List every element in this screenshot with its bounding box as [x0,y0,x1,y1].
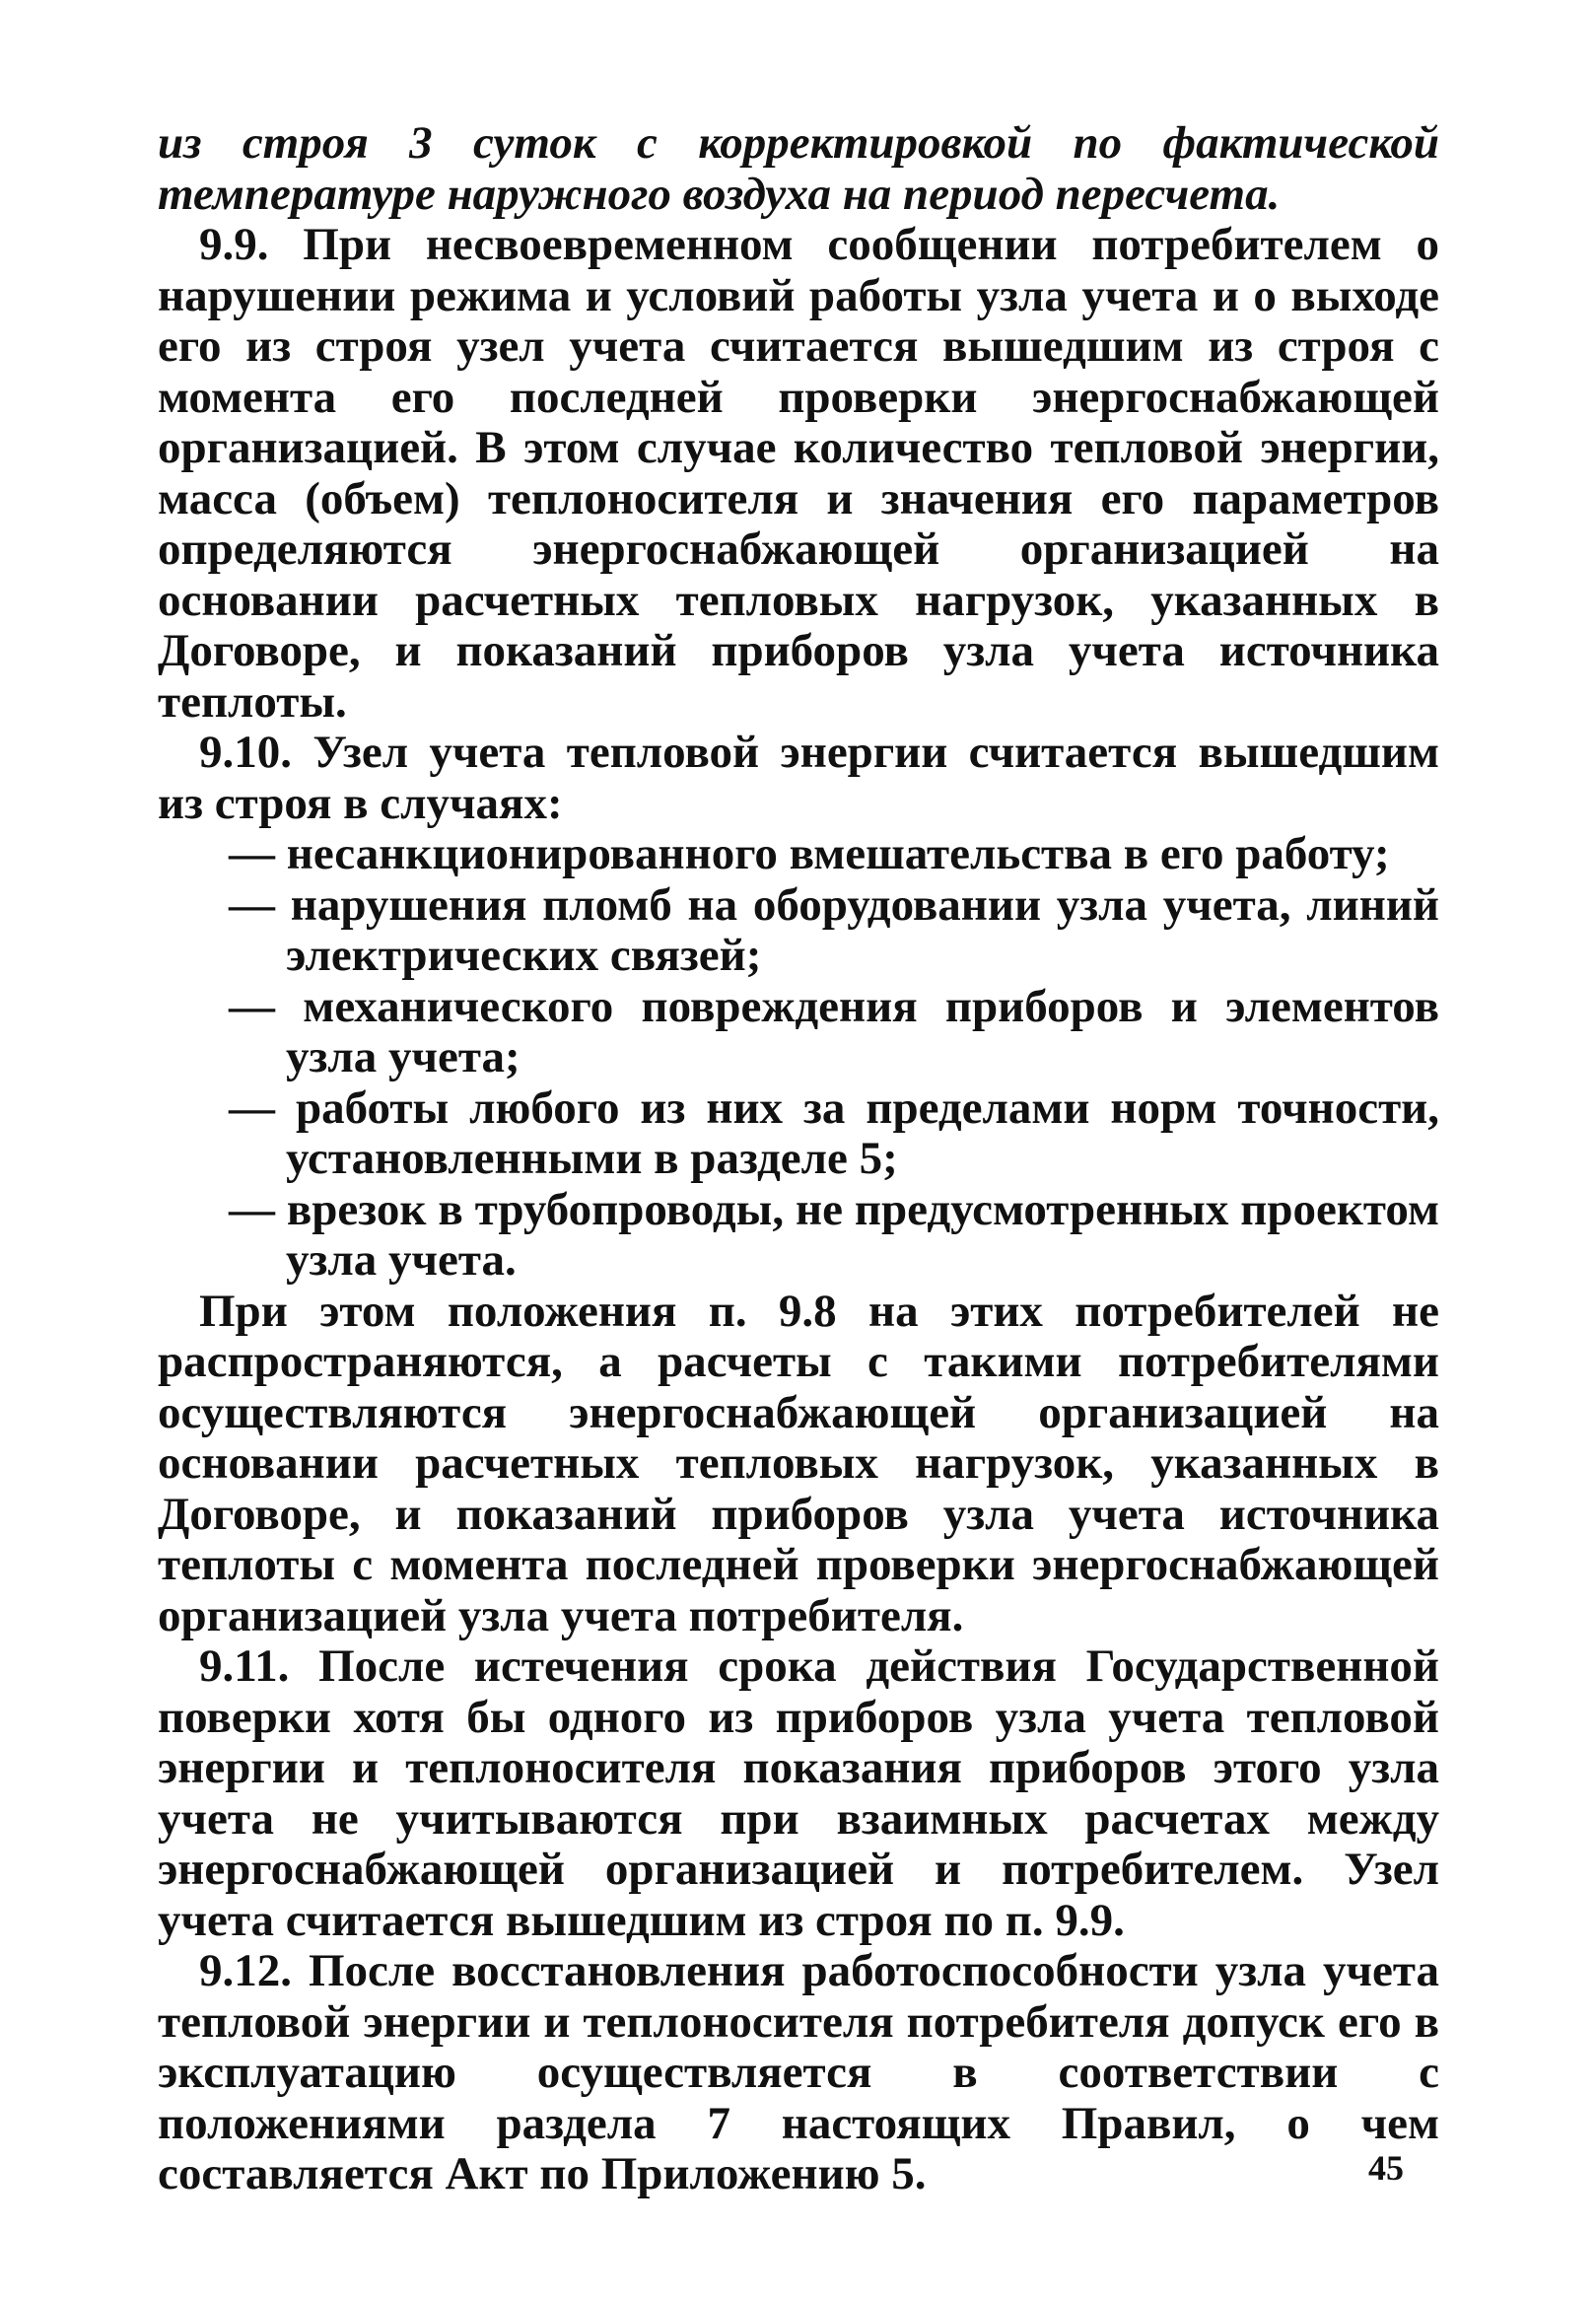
list-item: — нарушения пломб на оборудовании узла учета, линий электрических связей; [229,878,1439,981]
paragraph-continuation: из строя 3 суток с корректировкой по фактической температуре наружного воздуха на период пересчета. [158,117,1439,220]
paragraph-9-9: 9.9. При несвоевременном сообщении потребителем о нарушении режима и условий работы узла учета и о выходе его из строя узел учета считается вышедшим из строя с момента его последней проверки энергоснабжающей организацией. В этом случае количество тепловой энергии, масса (объем) теплоносителя и значения его параметров определяются энергоснабжающей организацией на основании расчетных тепловых нагрузок, указанных в Договоре, и показаний приборов узла учета источника теплоты. [158,219,1439,728]
paragraph-9-10: 9.10. Узел учета тепловой энергии считается вышедшим из строя в случаях: [158,727,1439,829]
document-page [158,118,1439,2200]
list-item: — механического повреждения приборов и элементов узла учета; [229,980,1439,1082]
page-number: 45 [1368,2148,1404,2188]
paragraph-9-12: 9.12. После восстановления работоспособности узла учета тепловой энергии и теплоносителя потребителя допуск его в эксплуатацию осуществляется в соответствии с положениями раздела 7 настоящих Правил, о чем составляется Акт по Приложению 5. [158,1945,1439,2199]
paragraph-after-list: При этом положения п. 9.8 на этих потребителей не распространяются, а расчеты с такими потребителями осуществляются энергоснабжающей организацией на основании расчетных тепловых нагрузок, указанных в Договоре, и показаний приборов узла учета источника теплоты с момента последней проверки энергоснабжающей организацией узла учета потребителя. [158,1285,1439,1641]
list-item: — врезок в трубопроводы, не предусмотренных проектом узла учета. [229,1183,1439,1286]
paragraph-9-11: 9.11. После истечения срока действия Государственной поверки хотя бы одного из приборов узла учета тепловой энергии и теплоносителя показания приборов этого узла учета не учитываются при взаимных расчетах между энергоснабжающей организацией и потребителем. Узел учета считается вышедшим из строя по п. 9.9. [158,1640,1439,1946]
list-item: — работы любого из них за пределами норм точности, установленными в разделе 5; [229,1081,1439,1184]
list-item: — несанкционированного вмешательства в его работу; [229,828,1390,879]
conditions-list [158,829,1439,1287]
